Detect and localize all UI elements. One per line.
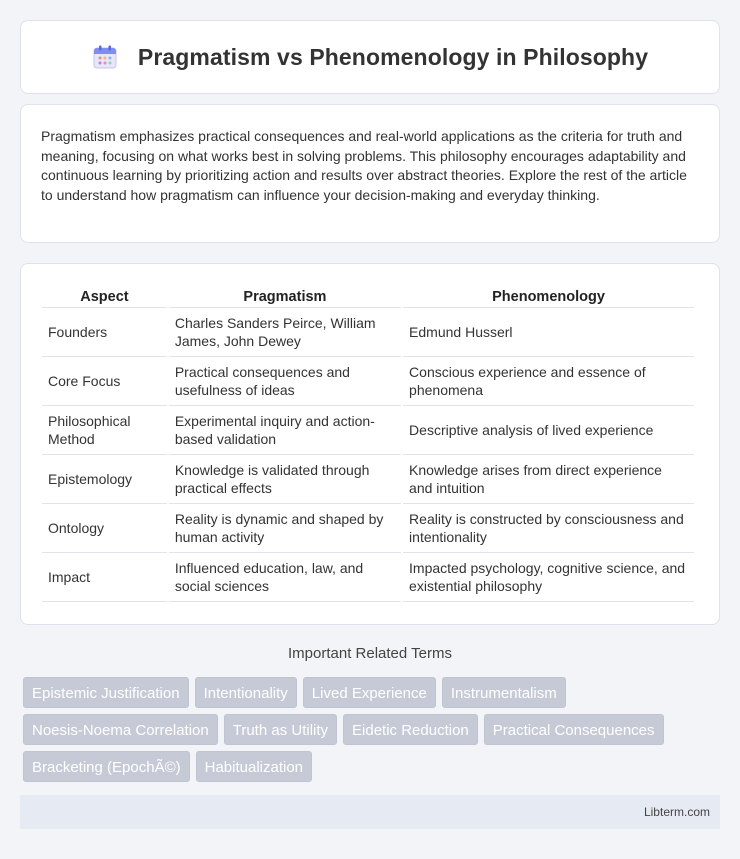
intro-card: [20, 104, 720, 243]
related-terms-list: [23, 677, 723, 788]
page-title: Pragmatism vs Phenomenology in Philosophy: [137, 43, 649, 70]
table-row: [42, 553, 694, 602]
table-cell: Edmund Husserl: [403, 308, 694, 357]
table-row: [42, 504, 694, 553]
table-cell: Conscious experience and essence of phenomena: [403, 357, 694, 406]
table-cell: Ontology: [42, 504, 167, 553]
related-terms-heading: Important Related Terms: [288, 645, 452, 662]
footer: [20, 795, 720, 829]
table-cell: Reality is dynamic and shaped by human activity: [169, 504, 401, 553]
table-cell: Knowledge arises from direct experience and intuition: [403, 455, 694, 504]
related-term-tag[interactable]: Truth as Utility: [224, 714, 337, 745]
table-cell: Practical consequences and usefulness of ideas: [169, 357, 401, 406]
table-cell: Influenced education, law, and social sciences: [169, 553, 401, 602]
title-card: [20, 20, 720, 94]
related-term-tag[interactable]: Epistemic Justification: [23, 677, 189, 708]
header-phenomenology: Phenomenology: [403, 285, 694, 308]
table-row: [42, 357, 694, 406]
related-term-tag[interactable]: Lived Experience: [303, 677, 436, 708]
related-term-tag[interactable]: Practical Consequences: [484, 714, 664, 745]
footer-site-link[interactable]: Libterm.com: [643, 805, 710, 819]
table-cell: Impacted psychology, cognitive science, and existential philosophy: [403, 553, 694, 602]
header-pragmatism: Pragmatism: [169, 285, 401, 308]
related-term-tag[interactable]: Eidetic Reduction: [343, 714, 478, 745]
table-header-row: [42, 285, 694, 308]
table-cell: Charles Sanders Peirce, William James, John Dewey: [169, 308, 401, 357]
table-cell: Descriptive analysis of lived experience: [403, 406, 694, 455]
table-cell: Philosophical Method: [42, 406, 167, 455]
table-cell: Founders: [42, 308, 167, 357]
related-term-tag[interactable]: Instrumentalism: [442, 677, 566, 708]
table-cell: Core Focus: [42, 357, 167, 406]
table-row: [42, 455, 694, 504]
table-cell: Knowledge is validated through practical effects: [169, 455, 401, 504]
related-term-tag[interactable]: Habitualization: [196, 751, 312, 782]
calendar-icon: [92, 44, 118, 70]
table-cell: Experimental inquiry and action-based validation: [169, 406, 401, 455]
intro-paragraph: Pragmatism emphasizes practical consequences and real-world applications as the criteria for truth and meaning, focusing on what works best in solving problems. This philosophy encourages adaptability and continuous learning by prioritizing action and results over abstract theories. Explore the rest of the article to understand how pragmatism can influence your decision-making and everyday thinking.: [41, 128, 687, 203]
table-row: [42, 406, 694, 455]
table-row: [42, 308, 694, 357]
table-cell: Impact: [42, 553, 167, 602]
related-term-tag[interactable]: Bracketing (EpochÃ©): [23, 751, 190, 782]
comparison-table-card: [20, 263, 720, 625]
related-term-tag[interactable]: Intentionality: [195, 677, 297, 708]
related-term-tag[interactable]: Noesis-Noema Correlation: [23, 714, 218, 745]
table-cell: Epistemology: [42, 455, 167, 504]
comparison-table: [40, 285, 696, 602]
table-cell: Reality is constructed by consciousness and intentionality: [403, 504, 694, 553]
header-aspect: Aspect: [42, 285, 167, 308]
